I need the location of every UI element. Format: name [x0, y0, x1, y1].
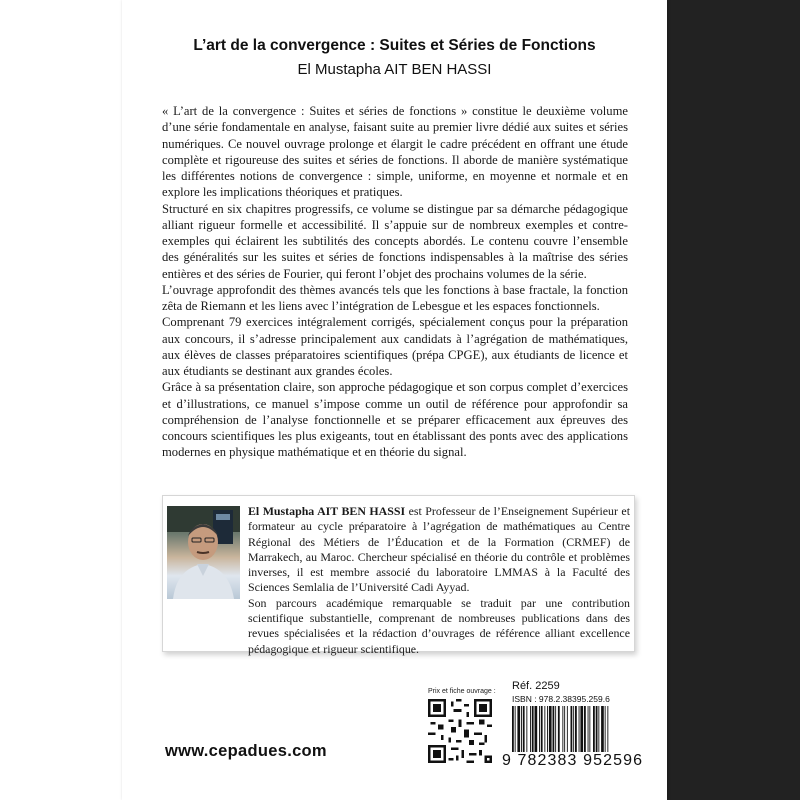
bio-text: est Professeur de l’Enseignement Supérieur et formateur au cycle préparatoire à l’agrégation de mathématiques au Centre Régional des Métiers de l’Éducation et de la Formation (CRMEF) de Marrakech, au Maroc. Chercheur spécialisé en théorie du contrôle et problèmes inverses, il est membre associé du laboratoire LMMAS à la Faculté des Sciences Semlalia de l’Université Cadi Ayyad. [248, 504, 630, 595]
book-author: El Mustapha AIT BEN HASSI [297, 61, 492, 78]
barcode-icon [510, 706, 635, 752]
description-paragraph: L’ouvrage approfondit des thèmes avancés tels que les fonctions à base fractale, la fonction zêta de Riemann et les liens avec l’intégration de Lebesgue et les espaces fonctionnels. [162, 282, 628, 313]
bio-paragraph [248, 504, 630, 596]
author-bio-box [162, 495, 635, 656]
description-paragraph: Structuré en six chapitres progressifs, ce volume se distingue par sa démarche pédagogique alliant rigueur formelle et accessibilité. Il s’appuie sur de nombreux exemples et contre-exemples qui éclairent les subtilités des concepts abordés. Le contenu couvre l’ensemble des généralités sur les suites et séries de fonctions indispensables à la maîtrise des séries entières et des séries de Fourier, qui feront l’objet des prochains volumes de la série. [162, 201, 628, 281]
author-bio [248, 504, 630, 657]
description-paragraph: Comprenant 79 exercices intégralement corrigés, spécialement conçus pour la préparation aux concours, il s’adresse principalement aux candidats à l’agrégation de mathématiques, aux élèves de classes préparatoires scientifiques (prépa CPGE), aux étudiants de licence et aux étudiants se destinant aux grandes écoles. [162, 315, 628, 378]
publisher-website[interactable]: www.cepadues.com [165, 742, 327, 760]
bio-paragraph: Son parcours académique remarquable se traduit par une contribution scientifique substantielle, comprenant de nombreuses publications dans des revues spécialisées et la rédaction d’ouvrages de référence alliant excellence pédagogique et rigueur scientifique. [248, 595, 630, 656]
description-paragraph: « L’art de la convergence : Suites et séries de fonctions » constitue le deuxième volume d’une série fondamentale en analyse, faisant suite au premier livre dédié aux suites et séries numériques. Ce nouvel ouvrage prolonge et élargit le cadre précédent en offrant une étude complète et rigoureuse des suites et séries de fonctions. Il aborde de manière systématique les différentes notions de convergence : simple, uniforme, en moyenne et normale et en explore les implications théoriques et pratiques. [162, 104, 628, 200]
barcode-number: 9 782383 952596 [502, 752, 644, 769]
qr-code-icon[interactable] [428, 699, 492, 763]
book-spine-edge [667, 0, 800, 800]
book-title: L’art de la convergence : Suites et Séries de Fonctions [193, 37, 596, 54]
description [162, 103, 628, 461]
reference-number: Réf. 2259 [512, 680, 560, 692]
description-paragraph: Grâce à sa présentation claire, son approche pédagogique et son corpus complet d’exercices et d’illustrations, ce manuel s’impose comme un outil de référence pour approfondir sa compréhension de l’analyse fonctionnelle et se préparer efficacement aux épreuves des concours scientifiques les plus exigeants, tout en établissant des ponts avec des applications modernes en physique mathématique et en théorie du signal. [162, 380, 628, 460]
qr-label: Prix et fiche ouvrage : [428, 688, 496, 695]
back-cover [122, 0, 667, 800]
bio-author-name: El Mustapha AIT BEN HASSI [248, 504, 406, 518]
author-photo [167, 506, 240, 599]
isbn: ISBN : 978.2.38395.259.6 [512, 694, 610, 704]
